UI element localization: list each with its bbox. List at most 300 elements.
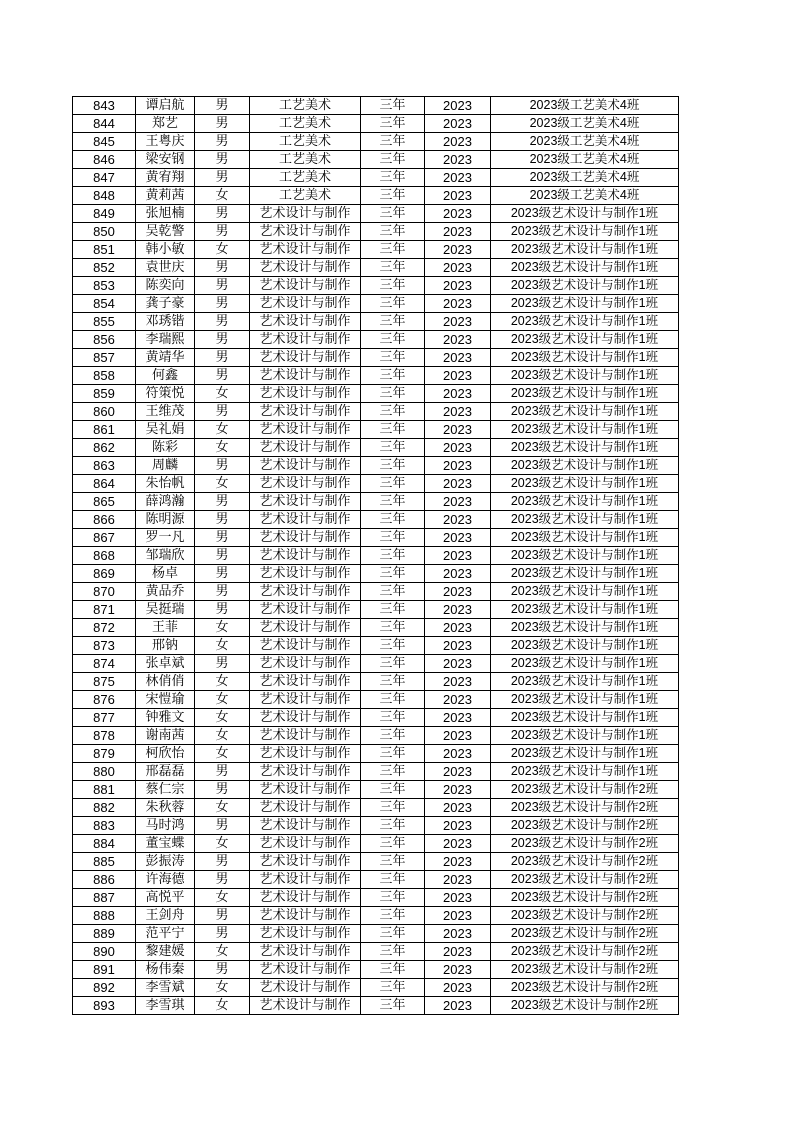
row-number-cell: 886 — [73, 871, 136, 889]
row-number-cell: 851 — [73, 241, 136, 259]
gender-cell: 男 — [195, 961, 250, 979]
table-row — [73, 619, 679, 637]
row-number-cell: 868 — [73, 547, 136, 565]
gender-cell: 女 — [195, 691, 250, 709]
class-name-cell: 2023级艺术设计与制作1班 — [491, 331, 679, 349]
major-cell: 艺术设计与制作 — [250, 295, 361, 313]
gender-cell: 女 — [195, 241, 250, 259]
program-length-cell: 三年 — [361, 475, 425, 493]
table-row — [73, 817, 679, 835]
table-row — [73, 745, 679, 763]
program-length-cell: 三年 — [361, 601, 425, 619]
program-length-cell: 三年 — [361, 853, 425, 871]
major-cell: 艺术设计与制作 — [250, 259, 361, 277]
major-cell: 艺术设计与制作 — [250, 871, 361, 889]
student-name-cell: 李雪斌 — [136, 979, 195, 997]
class-name-cell: 2023级艺术设计与制作1班 — [491, 223, 679, 241]
row-number-cell: 879 — [73, 745, 136, 763]
class-name-cell: 2023级艺术设计与制作1班 — [491, 403, 679, 421]
class-name-cell: 2023级艺术设计与制作1班 — [491, 439, 679, 457]
student-name-cell: 梁安钢 — [136, 151, 195, 169]
enrollment-year-cell: 2023 — [425, 565, 491, 583]
table-row — [73, 943, 679, 961]
major-cell: 艺术设计与制作 — [250, 457, 361, 475]
class-name-cell: 2023级艺术设计与制作1班 — [491, 709, 679, 727]
row-number-cell: 872 — [73, 619, 136, 637]
major-cell: 艺术设计与制作 — [250, 655, 361, 673]
student-name-cell: 谢南茜 — [136, 727, 195, 745]
student-name-cell: 钟雅文 — [136, 709, 195, 727]
class-name-cell: 2023级艺术设计与制作2班 — [491, 799, 679, 817]
student-name-cell: 黄莉茜 — [136, 187, 195, 205]
enrollment-year-cell: 2023 — [425, 421, 491, 439]
enrollment-year-cell: 2023 — [425, 979, 491, 997]
gender-cell: 女 — [195, 619, 250, 637]
student-name-cell: 黎建媛 — [136, 943, 195, 961]
class-name-cell: 2023级艺术设计与制作1班 — [491, 295, 679, 313]
gender-cell: 女 — [195, 439, 250, 457]
row-number-cell: 884 — [73, 835, 136, 853]
program-length-cell: 三年 — [361, 727, 425, 745]
table-row — [73, 313, 679, 331]
major-cell: 艺术设计与制作 — [250, 709, 361, 727]
student-name-cell: 彭振涛 — [136, 853, 195, 871]
gender-cell: 女 — [195, 709, 250, 727]
enrollment-year-cell: 2023 — [425, 781, 491, 799]
enrollment-year-cell: 2023 — [425, 943, 491, 961]
enrollment-year-cell: 2023 — [425, 871, 491, 889]
program-length-cell: 三年 — [361, 709, 425, 727]
row-number-cell: 891 — [73, 961, 136, 979]
enrollment-year-cell: 2023 — [425, 997, 491, 1015]
student-name-cell: 符策悦 — [136, 385, 195, 403]
enrollment-year-cell: 2023 — [425, 493, 491, 511]
enrollment-year-cell: 2023 — [425, 727, 491, 745]
row-number-cell: 866 — [73, 511, 136, 529]
row-number-cell: 881 — [73, 781, 136, 799]
program-length-cell: 三年 — [361, 583, 425, 601]
table-row — [73, 529, 679, 547]
class-name-cell: 2023级艺术设计与制作1班 — [491, 727, 679, 745]
enrollment-year-cell: 2023 — [425, 619, 491, 637]
major-cell: 艺术设计与制作 — [250, 529, 361, 547]
program-length-cell: 三年 — [361, 205, 425, 223]
program-length-cell: 三年 — [361, 655, 425, 673]
student-name-cell: 杨伟秦 — [136, 961, 195, 979]
gender-cell: 女 — [195, 727, 250, 745]
class-name-cell: 2023级艺术设计与制作2班 — [491, 835, 679, 853]
table-row — [73, 115, 679, 133]
class-name-cell: 2023级艺术设计与制作1班 — [491, 241, 679, 259]
class-name-cell: 2023级艺术设计与制作1班 — [491, 655, 679, 673]
major-cell: 工艺美术 — [250, 133, 361, 151]
gender-cell: 女 — [195, 385, 250, 403]
row-number-cell: 850 — [73, 223, 136, 241]
program-length-cell: 三年 — [361, 151, 425, 169]
enrollment-year-cell: 2023 — [425, 475, 491, 493]
gender-cell: 女 — [195, 889, 250, 907]
enrollment-year-cell: 2023 — [425, 817, 491, 835]
row-number-cell: 880 — [73, 763, 136, 781]
class-name-cell: 2023级工艺美术4班 — [491, 187, 679, 205]
program-length-cell: 三年 — [361, 637, 425, 655]
row-number-cell: 864 — [73, 475, 136, 493]
major-cell: 艺术设计与制作 — [250, 673, 361, 691]
program-length-cell: 三年 — [361, 997, 425, 1015]
gender-cell: 男 — [195, 655, 250, 673]
major-cell: 艺术设计与制作 — [250, 367, 361, 385]
class-name-cell: 2023级艺术设计与制作1班 — [491, 745, 679, 763]
major-cell: 艺术设计与制作 — [250, 547, 361, 565]
table-row — [73, 493, 679, 511]
enrollment-year-cell: 2023 — [425, 547, 491, 565]
enrollment-year-cell: 2023 — [425, 925, 491, 943]
class-name-cell: 2023级艺术设计与制作1班 — [491, 385, 679, 403]
table-row — [73, 547, 679, 565]
program-length-cell: 三年 — [361, 763, 425, 781]
gender-cell: 女 — [195, 943, 250, 961]
student-name-cell: 朱秋蓉 — [136, 799, 195, 817]
row-number-cell: 861 — [73, 421, 136, 439]
program-length-cell: 三年 — [361, 115, 425, 133]
student-name-cell: 周麟 — [136, 457, 195, 475]
gender-cell: 女 — [195, 187, 250, 205]
gender-cell: 女 — [195, 799, 250, 817]
program-length-cell: 三年 — [361, 835, 425, 853]
enrollment-year-cell: 2023 — [425, 799, 491, 817]
program-length-cell: 三年 — [361, 979, 425, 997]
program-length-cell: 三年 — [361, 457, 425, 475]
major-cell: 艺术设计与制作 — [250, 925, 361, 943]
major-cell: 艺术设计与制作 — [250, 223, 361, 241]
table-row — [73, 889, 679, 907]
table-row — [73, 295, 679, 313]
program-length-cell: 三年 — [361, 889, 425, 907]
program-length-cell: 三年 — [361, 133, 425, 151]
class-name-cell: 2023级艺术设计与制作1班 — [491, 583, 679, 601]
class-name-cell: 2023级艺术设计与制作1班 — [491, 619, 679, 637]
gender-cell: 男 — [195, 133, 250, 151]
enrollment-year-cell: 2023 — [425, 853, 491, 871]
class-name-cell: 2023级工艺美术4班 — [491, 115, 679, 133]
enrollment-year-cell: 2023 — [425, 115, 491, 133]
enrollment-year-cell: 2023 — [425, 763, 491, 781]
row-number-cell: 844 — [73, 115, 136, 133]
class-name-cell: 2023级艺术设计与制作1班 — [491, 637, 679, 655]
program-length-cell: 三年 — [361, 331, 425, 349]
major-cell: 艺术设计与制作 — [250, 997, 361, 1015]
major-cell: 工艺美术 — [250, 187, 361, 205]
major-cell: 艺术设计与制作 — [250, 637, 361, 655]
enrollment-year-cell: 2023 — [425, 403, 491, 421]
student-name-cell: 郑艺 — [136, 115, 195, 133]
table-row — [73, 349, 679, 367]
row-number-cell: 873 — [73, 637, 136, 655]
class-name-cell: 2023级艺术设计与制作1班 — [491, 457, 679, 475]
student-name-cell: 罗一凡 — [136, 529, 195, 547]
enrollment-year-cell: 2023 — [425, 907, 491, 925]
row-number-cell: 878 — [73, 727, 136, 745]
program-length-cell: 三年 — [361, 187, 425, 205]
student-name-cell: 许海德 — [136, 871, 195, 889]
gender-cell: 男 — [195, 277, 250, 295]
row-number-cell: 877 — [73, 709, 136, 727]
gender-cell: 女 — [195, 673, 250, 691]
table-row — [73, 727, 679, 745]
gender-cell: 男 — [195, 313, 250, 331]
major-cell: 艺术设计与制作 — [250, 817, 361, 835]
gender-cell: 男 — [195, 295, 250, 313]
row-number-cell: 849 — [73, 205, 136, 223]
gender-cell: 男 — [195, 349, 250, 367]
class-name-cell: 2023级艺术设计与制作2班 — [491, 817, 679, 835]
major-cell: 工艺美术 — [250, 97, 361, 115]
student-name-cell: 何鑫 — [136, 367, 195, 385]
program-length-cell: 三年 — [361, 781, 425, 799]
enrollment-year-cell: 2023 — [425, 583, 491, 601]
student-name-cell: 邓琇锴 — [136, 313, 195, 331]
table-row — [73, 97, 679, 115]
table-row — [73, 637, 679, 655]
program-length-cell: 三年 — [361, 961, 425, 979]
row-number-cell: 860 — [73, 403, 136, 421]
row-number-cell: 855 — [73, 313, 136, 331]
table-row — [73, 385, 679, 403]
table-row — [73, 151, 679, 169]
table-row — [73, 205, 679, 223]
row-number-cell: 847 — [73, 169, 136, 187]
table-row — [73, 259, 679, 277]
gender-cell: 男 — [195, 115, 250, 133]
row-number-cell: 858 — [73, 367, 136, 385]
gender-cell: 男 — [195, 511, 250, 529]
major-cell: 艺术设计与制作 — [250, 583, 361, 601]
row-number-cell: 843 — [73, 97, 136, 115]
student-roster-table — [72, 96, 679, 1015]
student-name-cell: 吴乾警 — [136, 223, 195, 241]
table-row — [73, 799, 679, 817]
class-name-cell: 2023级艺术设计与制作2班 — [491, 961, 679, 979]
enrollment-year-cell: 2023 — [425, 457, 491, 475]
gender-cell: 男 — [195, 97, 250, 115]
gender-cell: 女 — [195, 745, 250, 763]
major-cell: 艺术设计与制作 — [250, 961, 361, 979]
table-row — [73, 565, 679, 583]
row-number-cell: 890 — [73, 943, 136, 961]
major-cell: 艺术设计与制作 — [250, 907, 361, 925]
major-cell: 艺术设计与制作 — [250, 313, 361, 331]
row-number-cell: 893 — [73, 997, 136, 1015]
student-name-cell: 薛鸿瀚 — [136, 493, 195, 511]
row-number-cell: 888 — [73, 907, 136, 925]
class-name-cell: 2023级工艺美术4班 — [491, 151, 679, 169]
enrollment-year-cell: 2023 — [425, 151, 491, 169]
major-cell: 艺术设计与制作 — [250, 205, 361, 223]
gender-cell: 女 — [195, 637, 250, 655]
student-name-cell: 邹瑞欣 — [136, 547, 195, 565]
student-name-cell: 邢磊磊 — [136, 763, 195, 781]
major-cell: 艺术设计与制作 — [250, 745, 361, 763]
class-name-cell: 2023级艺术设计与制作1班 — [491, 475, 679, 493]
table-row — [73, 979, 679, 997]
table-row — [73, 331, 679, 349]
major-cell: 艺术设计与制作 — [250, 727, 361, 745]
row-number-cell: 883 — [73, 817, 136, 835]
student-name-cell: 范平宁 — [136, 925, 195, 943]
table-row — [73, 511, 679, 529]
program-length-cell: 三年 — [361, 259, 425, 277]
table-row — [73, 241, 679, 259]
major-cell: 艺术设计与制作 — [250, 493, 361, 511]
gender-cell: 女 — [195, 421, 250, 439]
program-length-cell: 三年 — [361, 547, 425, 565]
class-name-cell: 2023级艺术设计与制作1班 — [491, 277, 679, 295]
major-cell: 艺术设计与制作 — [250, 403, 361, 421]
class-name-cell: 2023级艺术设计与制作2班 — [491, 889, 679, 907]
row-number-cell: 887 — [73, 889, 136, 907]
class-name-cell: 2023级艺术设计与制作1班 — [491, 547, 679, 565]
table-row — [73, 133, 679, 151]
enrollment-year-cell: 2023 — [425, 529, 491, 547]
row-number-cell: 863 — [73, 457, 136, 475]
program-length-cell: 三年 — [361, 169, 425, 187]
row-number-cell: 859 — [73, 385, 136, 403]
gender-cell: 男 — [195, 925, 250, 943]
gender-cell: 男 — [195, 583, 250, 601]
table-row — [73, 655, 679, 673]
program-length-cell: 三年 — [361, 403, 425, 421]
roster-body — [73, 97, 679, 1015]
student-name-cell: 李瑞熙 — [136, 331, 195, 349]
program-length-cell: 三年 — [361, 277, 425, 295]
gender-cell: 男 — [195, 817, 250, 835]
enrollment-year-cell: 2023 — [425, 691, 491, 709]
major-cell: 艺术设计与制作 — [250, 835, 361, 853]
table-row — [73, 871, 679, 889]
major-cell: 艺术设计与制作 — [250, 781, 361, 799]
major-cell: 艺术设计与制作 — [250, 619, 361, 637]
student-name-cell: 宋愷瑜 — [136, 691, 195, 709]
row-number-cell: 892 — [73, 979, 136, 997]
major-cell: 艺术设计与制作 — [250, 475, 361, 493]
major-cell: 工艺美术 — [250, 169, 361, 187]
class-name-cell: 2023级艺术设计与制作2班 — [491, 907, 679, 925]
student-name-cell: 黄宥翔 — [136, 169, 195, 187]
major-cell: 艺术设计与制作 — [250, 565, 361, 583]
row-number-cell: 867 — [73, 529, 136, 547]
major-cell: 艺术设计与制作 — [250, 439, 361, 457]
enrollment-year-cell: 2023 — [425, 187, 491, 205]
major-cell: 艺术设计与制作 — [250, 979, 361, 997]
student-name-cell: 吴礼娟 — [136, 421, 195, 439]
program-length-cell: 三年 — [361, 97, 425, 115]
program-length-cell: 三年 — [361, 529, 425, 547]
row-number-cell: 870 — [73, 583, 136, 601]
enrollment-year-cell: 2023 — [425, 889, 491, 907]
student-name-cell: 朱怡帆 — [136, 475, 195, 493]
major-cell: 艺术设计与制作 — [250, 889, 361, 907]
program-length-cell: 三年 — [361, 295, 425, 313]
gender-cell: 男 — [195, 367, 250, 385]
gender-cell: 男 — [195, 493, 250, 511]
program-length-cell: 三年 — [361, 493, 425, 511]
table-row — [73, 853, 679, 871]
class-name-cell: 2023级工艺美术4班 — [491, 133, 679, 151]
major-cell: 艺术设计与制作 — [250, 241, 361, 259]
table-row — [73, 475, 679, 493]
enrollment-year-cell: 2023 — [425, 349, 491, 367]
class-name-cell: 2023级艺术设计与制作1班 — [491, 511, 679, 529]
row-number-cell: 853 — [73, 277, 136, 295]
table-row — [73, 691, 679, 709]
row-number-cell: 875 — [73, 673, 136, 691]
class-name-cell: 2023级艺术设计与制作1班 — [491, 601, 679, 619]
enrollment-year-cell: 2023 — [425, 295, 491, 313]
program-length-cell: 三年 — [361, 241, 425, 259]
class-name-cell: 2023级艺术设计与制作2班 — [491, 781, 679, 799]
student-name-cell: 林俏俏 — [136, 673, 195, 691]
class-name-cell: 2023级艺术设计与制作2班 — [491, 925, 679, 943]
enrollment-year-cell: 2023 — [425, 331, 491, 349]
class-name-cell: 2023级艺术设计与制作1班 — [491, 565, 679, 583]
gender-cell: 男 — [195, 601, 250, 619]
enrollment-year-cell: 2023 — [425, 673, 491, 691]
gender-cell: 男 — [195, 871, 250, 889]
student-name-cell: 杨卓 — [136, 565, 195, 583]
class-name-cell: 2023级艺术设计与制作1班 — [491, 349, 679, 367]
enrollment-year-cell: 2023 — [425, 205, 491, 223]
student-name-cell: 谭启航 — [136, 97, 195, 115]
student-name-cell: 董宝蝶 — [136, 835, 195, 853]
table-row — [73, 277, 679, 295]
major-cell: 工艺美术 — [250, 115, 361, 133]
enrollment-year-cell: 2023 — [425, 745, 491, 763]
gender-cell: 男 — [195, 763, 250, 781]
program-length-cell: 三年 — [361, 907, 425, 925]
student-name-cell: 张旭楠 — [136, 205, 195, 223]
major-cell: 艺术设计与制作 — [250, 421, 361, 439]
major-cell: 艺术设计与制作 — [250, 277, 361, 295]
class-name-cell: 2023级艺术设计与制作1班 — [491, 691, 679, 709]
student-name-cell: 韩小敏 — [136, 241, 195, 259]
gender-cell: 男 — [195, 565, 250, 583]
program-length-cell: 三年 — [361, 313, 425, 331]
major-cell: 艺术设计与制作 — [250, 943, 361, 961]
major-cell: 艺术设计与制作 — [250, 799, 361, 817]
class-name-cell: 2023级艺术设计与制作2班 — [491, 979, 679, 997]
gender-cell: 男 — [195, 151, 250, 169]
student-name-cell: 陈明源 — [136, 511, 195, 529]
gender-cell: 男 — [195, 331, 250, 349]
gender-cell: 女 — [195, 835, 250, 853]
row-number-cell: 854 — [73, 295, 136, 313]
table-row — [73, 997, 679, 1015]
student-name-cell: 陈彩 — [136, 439, 195, 457]
program-length-cell: 三年 — [361, 817, 425, 835]
table-row — [73, 925, 679, 943]
enrollment-year-cell: 2023 — [425, 655, 491, 673]
enrollment-year-cell: 2023 — [425, 259, 491, 277]
student-name-cell: 邢钠 — [136, 637, 195, 655]
enrollment-year-cell: 2023 — [425, 313, 491, 331]
program-length-cell: 三年 — [361, 385, 425, 403]
table-row — [73, 403, 679, 421]
major-cell: 艺术设计与制作 — [250, 511, 361, 529]
enrollment-year-cell: 2023 — [425, 223, 491, 241]
major-cell: 艺术设计与制作 — [250, 331, 361, 349]
student-name-cell: 吴挺瑞 — [136, 601, 195, 619]
program-length-cell: 三年 — [361, 421, 425, 439]
